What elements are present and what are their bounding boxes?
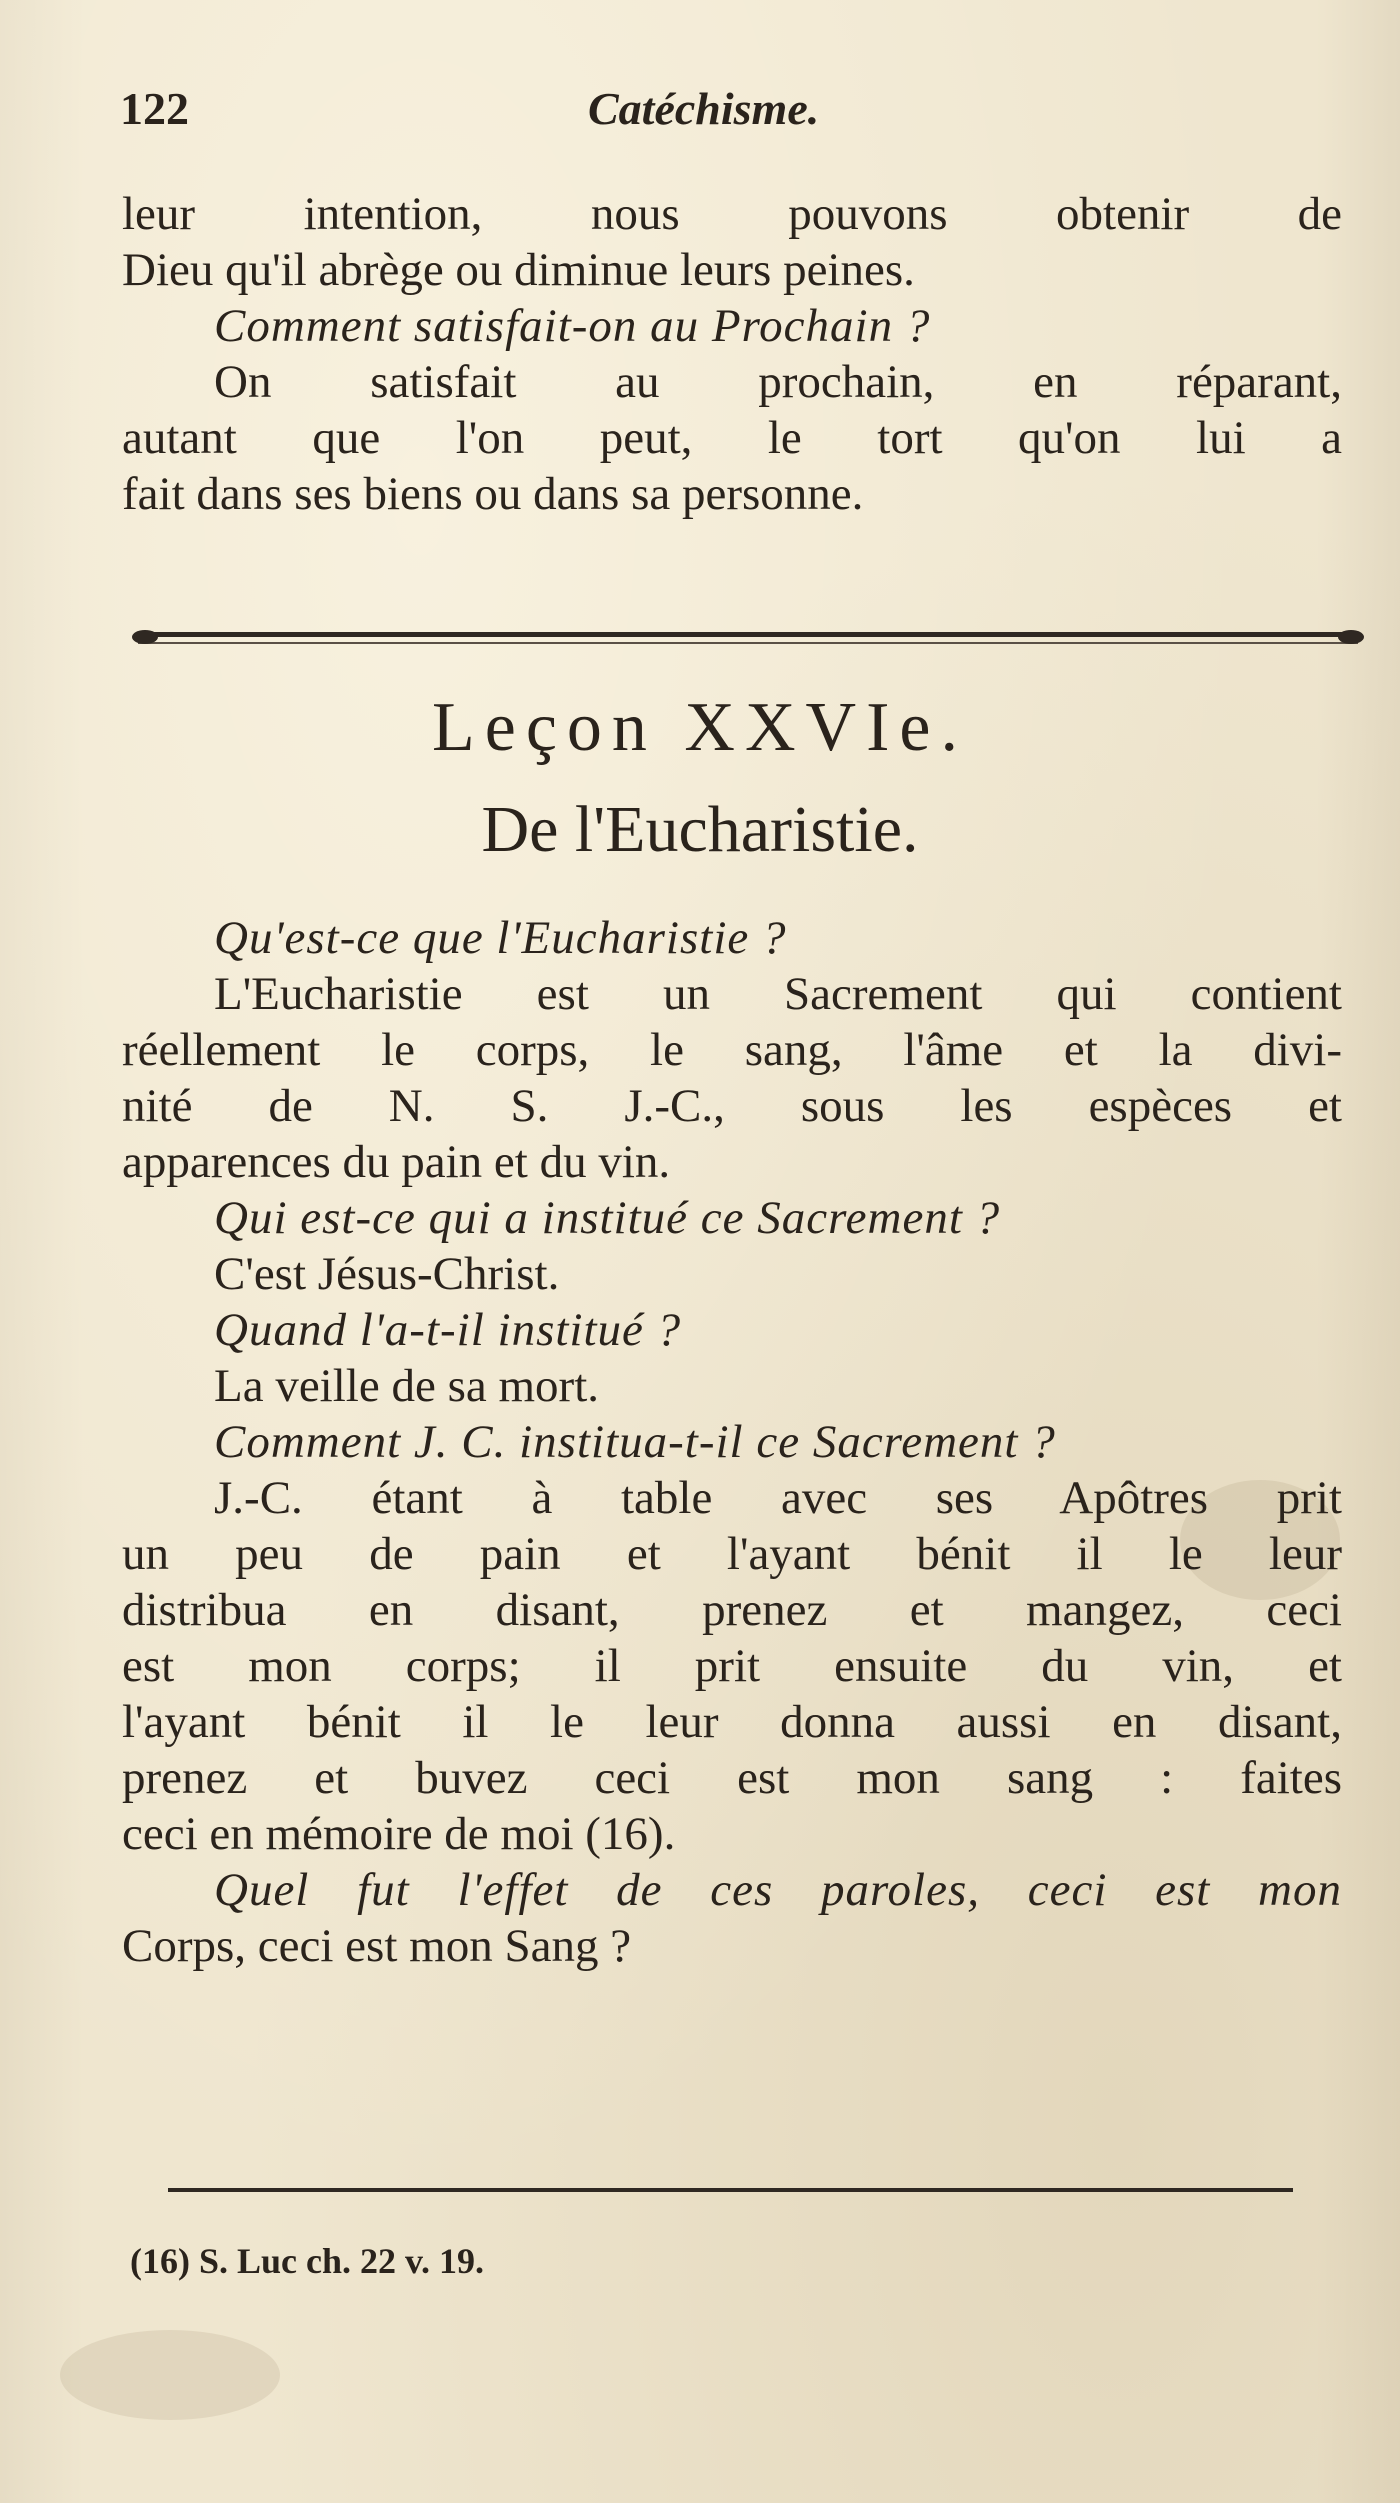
question-line: Qui est-ce qui a institué ce Sacrement ? xyxy=(214,1192,1001,1244)
answer-line: l'ayant bénit il le leur donna aussi en disant, xyxy=(122,1696,1342,1748)
answer-line: distribua en disant, prenez et mangez, ceci xyxy=(122,1584,1342,1636)
lesson-heading: Leçon XXVIe. xyxy=(432,689,968,766)
question-line: Corps, ceci est mon Sang ? xyxy=(122,1920,632,1972)
answer-line: apparences du pain et du vin. xyxy=(122,1136,671,1188)
question-line: Quand l'a-t-il institué ? xyxy=(214,1304,682,1356)
answer-line: On satisfait au prochain, en réparant, xyxy=(214,356,1342,408)
question-line: Comment satisfait-on au Prochain ? xyxy=(214,300,931,352)
running-head xyxy=(120,82,1340,152)
main-text-block xyxy=(122,910,1342,1974)
answer-line: réellement le corps, le sang, l'âme et la divi- xyxy=(122,1024,1342,1076)
answer-line: prenez et buvez ceci est mon sang : faites xyxy=(122,1752,1342,1804)
footnote-rule xyxy=(168,2188,1293,2192)
answer-line: L'Eucharistie est un Sacrement qui contient xyxy=(214,968,1342,1020)
running-title: Catéchisme. xyxy=(588,83,820,134)
answer-line: fait dans ses biens ou dans sa personne. xyxy=(122,468,864,520)
answer-line: La veille de sa mort. xyxy=(214,1360,599,1412)
answer-line: J.-C. étant à table avec ses Apôtres prit xyxy=(214,1472,1342,1524)
paper-stain xyxy=(60,2330,280,2420)
answer-line: nité de N. S. J.-C., sous les espèces et xyxy=(122,1080,1342,1132)
lesson-subject: De l'Eucharistie. xyxy=(481,793,919,866)
question-line: Quel fut l'effet de ces paroles, ceci est mon xyxy=(214,1864,1342,1916)
answer-line: autant que l'on peut, le tort qu'on lui a xyxy=(122,412,1342,464)
question-line: Comment J. C. institua-t-il ce Sacrement ? xyxy=(214,1416,1056,1468)
answer-line: un peu de pain et l'ayant bénit il le leur xyxy=(122,1528,1342,1580)
text-line: Dieu qu'il abrège ou diminue leurs peines. xyxy=(122,244,915,296)
answer-line: ceci en mémoire de moi (16). xyxy=(122,1808,676,1860)
ornamental-rule xyxy=(138,632,1358,644)
answer-line: est mon corps; il prit ensuite du vin, et xyxy=(122,1640,1342,1692)
top-text-block xyxy=(122,186,1342,522)
answer-line: C'est Jésus-Christ. xyxy=(214,1248,560,1300)
text-line: leur intention, nous pouvons obtenir de xyxy=(122,188,1342,240)
footnote: (16) S. Luc ch. 22 v. 19. xyxy=(130,2241,485,2281)
page-number: 122 xyxy=(120,83,189,134)
question-line: Qu'est-ce que l'Eucharistie ? xyxy=(214,912,787,964)
